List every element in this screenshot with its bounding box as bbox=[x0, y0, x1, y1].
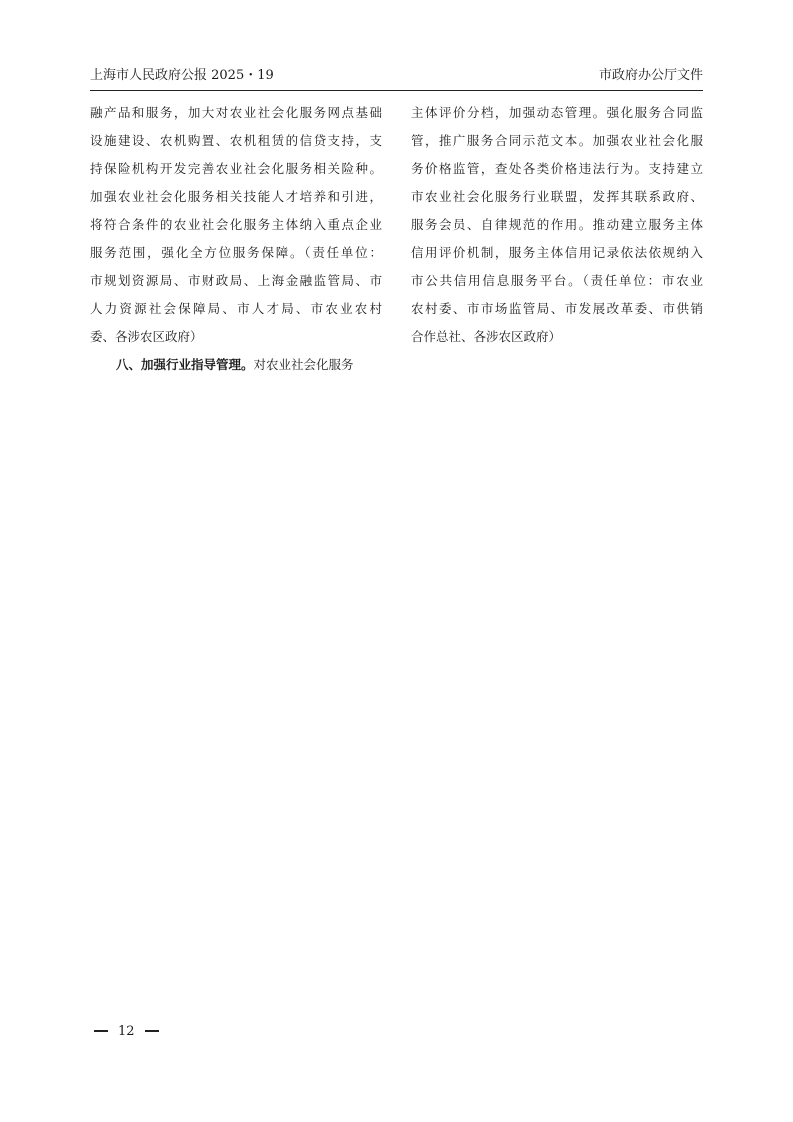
text-line: 融产品和服务，加大对农业社会化服务网点基础 bbox=[90, 105, 382, 120]
footer-dash-right bbox=[145, 1030, 159, 1032]
text-line: 主体评价分档，加强动态管理。强化服务合同监 bbox=[411, 105, 703, 120]
text-line: 信用评价机制，服务主体信用记录依法依规纳入 bbox=[411, 245, 703, 260]
page-footer bbox=[94, 1020, 159, 1042]
publication-title: 上海市人民政府公报 2025・19 bbox=[90, 68, 274, 83]
text-line: 持保险机构开发完善农业社会化服务相关险种。 bbox=[90, 161, 382, 176]
footer-dash-left bbox=[94, 1030, 108, 1032]
right-column bbox=[411, 102, 703, 354]
text-line: 市公共信用信息服务平台。（责任单位：市农业 bbox=[411, 273, 703, 288]
section-text: 对农业社会化服务 bbox=[253, 357, 354, 372]
text-line: 加强农业社会化服务相关技能人才培养和引进， bbox=[90, 189, 382, 204]
document-category: 市政府办公厅文件 bbox=[598, 68, 703, 83]
text-line: 将符合条件的农业社会化服务主体纳入重点企业 bbox=[90, 217, 382, 232]
page-number: 12 bbox=[118, 1023, 135, 1039]
text-line: 市规划资源局、市财政局、上海金融监管局、市 bbox=[90, 273, 382, 288]
text-line: 人力资源社会保障局、市人才局、市农业农村 bbox=[90, 301, 382, 316]
section-paragraph-start bbox=[90, 354, 382, 382]
text-line: 服务会员、自律规范的作用。推动建立服务主体 bbox=[411, 217, 703, 232]
text-line: 管，推广服务合同示范文本。加强农业社会化服 bbox=[411, 133, 703, 148]
text-line: 服务范围，强化全方位服务保障。（责任单位： bbox=[90, 245, 382, 260]
text-line: 委、各涉农区政府） bbox=[90, 329, 203, 344]
text-line: 农村委、市市场监管局、市发展改革委、市供销 bbox=[411, 301, 703, 316]
text-line: 设施建设、农机购置、农机租赁的信贷支持，支 bbox=[90, 133, 382, 148]
text-line: 合作总社、各涉农区政府） bbox=[411, 329, 562, 344]
section-heading: 八、加强行业指导管理。 bbox=[116, 357, 254, 372]
text-line: 市农业社会化服务行业联盟，发挥其联系政府、 bbox=[411, 189, 703, 204]
text-line: 务价格监管，查处各类价格违法行为。支持建立 bbox=[411, 161, 703, 176]
page-header bbox=[90, 66, 703, 91]
left-column bbox=[90, 102, 382, 382]
